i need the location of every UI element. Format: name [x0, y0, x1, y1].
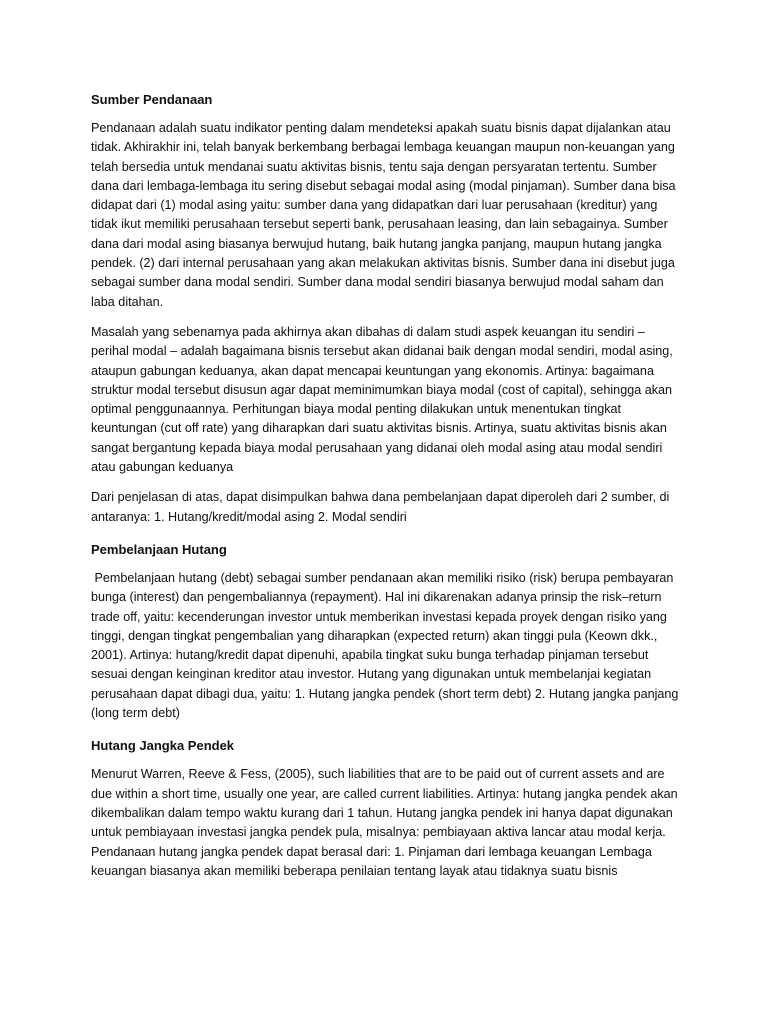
paragraph-pembelanjaan-hutang: Pembelanjaan hutang (debt) sebagai sumber pendanaan akan memiliki risiko (risk) berupa pembayaran bunga (interest) dan pengembaliannya (repayment). Hal ini dikarenakan adanya prinsip the risk–return trade off, yaitu: kecenderungan investor untuk memberikan investasi kepada proyek dengan risiko yang tinggi, dengan tingkat pengembalian yang diharapkan (expected return) akan tinggi pula (Keown dkk., 2001). Artinya: hutang/kredit dapat dipenuhi, apabila tingkat suku bunga terhadap pinjaman tersebut sesuai dengan keinginan kreditor atau investor. Hutang yang digunakan untuk membelanjai kegiatan perusahaan dapat dibagi dua, yaitu: 1. Hutang jangka pendek (short term debt) 2. Hutang jangka panjang (long term debt): [91, 570, 679, 721]
paragraph-kesimpulan: Dari penjelasan di atas, dapat disimpulkan bahwa dana pembelanjaan dapat diperoleh dari 2 sumber, di antaranya: 1. Hutang/kredit/modal asing 2. Modal sendiri: [91, 490, 670, 524]
paragraph-hutang-jangka-pendek: Menurut Warren, Reeve & Fess, (2005), such liabilities that are to be paid out of current assets and are due within a short time, usually one year, are called current liabilities. Artinya: hutang jangka pendek akan dikembalikan dalam tempo waktu kurang dari 1 tahun. Hutang jangka pendek ini hanya dapat digunakan untuk pembiayaan investasi jangka pendek pula, misalnya: pembiayaan aktiva lancar atau modal kerja. Pendanaan hutang jangka pendek dapat berasal dari: 1. Pinjaman dari lembaga keuangan Lembaga keuangan biasanya akan memiliki beberapa penilaian tentang layak atau tidaknya suatu bisnis: [91, 767, 678, 878]
heading-sumber-pendanaan: Sumber Pendanaan: [91, 92, 213, 107]
paragraph-pendanaan: Pendanaan adalah suatu indikator penting dalam mendeteksi apakah suatu bisnis dapat dijalankan atau tidak. Akhirakhir ini, telah banyak berkembang berbagai lembaga keuangan maupun non-keuangan yang telah bersedia untuk mendanai suatu aktivitas bisnis, tentu saja dengan persyaratan tertentu. Sumber dana dari lembaga-lembaga itu sering disebut sebagai modal asing (modal pinjaman). Sumber dana bisa didapat dari (1) modal asing yaitu: sumber dana yang didapatkan dari luar perusahaan (kreditur) yang tidak ikut memiliki perusahaan tersebut seperti bank, perusahaan leasing, dan lain sebagainya. Sumber dana dari modal asing biasanya berwujud hutang, baik hutang jangka panjang, maupun hutang jangka pendek. (2) dari internal perusahaan yang akan melakukan aktivitas bisnis. Sumber dana ini disebut juga sebagai sumber dana modal sendiri. Sumber dana modal sendiri biasanya berwujud modal saham dan laba ditahan.: [91, 121, 676, 309]
paragraph-masalah: Masalah yang sebenarnya pada akhirnya akan dibahas di dalam studi aspek keuangan itu sendiri – perihal modal – adalah bagaimana bisnis tersebut akan didanai baik dengan modal sendiri, modal asing, ataupun gabungan keduanya, akan dapat mencapai keuntungan yang ekonomis. Artinya: bagaimana struktur modal tersebut disusun agar dapat meminimumkan biaya modal (cost of capital), sehingga akan optimal penggunaannya. Perhitungan biaya modal penting dilakukan untuk menentukan tingkat keuntungan (cut off rate) yang diharapkan dari suatu aktivitas bisnis. Artinya, suatu aktivitas bisnis akan sangat bergantung kepada biaya modal perusahaan yang didanai oleh modal asing atau modal sendiri atau gabungan keduanya: [91, 324, 673, 475]
heading-pembelanjaan-hutang: Pembelanjaan Hutang: [91, 541, 227, 557]
heading-hutang-jangka-pendek: Hutang Jangka Pendek: [91, 738, 235, 754]
document-page: [91, 88, 681, 892]
